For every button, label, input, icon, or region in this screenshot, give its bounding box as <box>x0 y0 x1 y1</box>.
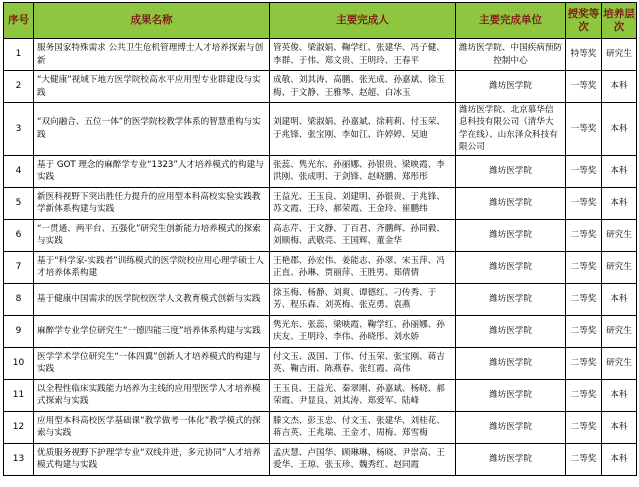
cell-award: 二等奖 <box>566 315 602 347</box>
cell-name: 服务国家特殊需求 公共卫生危机管理博士人才培养探索与创新 <box>34 39 270 71</box>
cell-award: 一等奖 <box>566 155 602 187</box>
cell-people: 付文玉、汲国、丁伟、付玉荣、张宝刚、蒋吉英、鞠吉雨、陈燕春、张红霞、高伟 <box>270 347 456 379</box>
table-row <box>4 283 637 315</box>
cell-level: 本科 <box>602 411 637 443</box>
cell-level: 本科 <box>602 283 637 315</box>
cell-name: 应用型本科高校医学基础课“教学做考一体化”教学模式的探索与实践 <box>34 411 270 443</box>
cell-no: 12 <box>4 411 34 443</box>
cell-people: 张蕊、隽光东、孙丽娜、孙银贵、梁映霞、李洪刚、张成明、于剑锋、赵晓鹏、郑彤彤 <box>270 155 456 187</box>
cell-level: 研究生 <box>602 39 637 71</box>
cell-unit: 潍坊医学院 <box>456 71 566 103</box>
cell-unit: 潍坊医学院 <box>456 443 566 475</box>
cell-no: 11 <box>4 379 34 411</box>
cell-award: 一等奖 <box>566 103 602 156</box>
cell-level: 本科 <box>602 155 637 187</box>
cell-name: 基于 GOT 理念的麻醉学专业“1323”人才培养模式的构建与实践 <box>34 155 270 187</box>
cell-no: 6 <box>4 219 34 251</box>
cell-name: 基于健康中国需求的医学院校医学人文教育模式创新与实践 <box>34 283 270 315</box>
cell-people: 王艳郡、孙宏伟、姜能志、孙翠、宋玉萍、冯正直、孙琳、贾丽萍、王胜男、郑倩倩 <box>270 251 456 283</box>
cell-name: 医学学术学位研究生“一体四翼”创新人才培养模式的构建与实践 <box>34 347 270 379</box>
cell-name: 基于“科学家-实践者”训练模式的医学院校应用心理学硕士人才培养体系构建 <box>34 251 270 283</box>
cell-no: 1 <box>4 39 34 71</box>
cell-people: 王益光、王玉良、刘建明、孙银贵、于兆锋、苏文霞、王玲、郝荣霞、王金玲、崔鹏纬 <box>270 187 456 219</box>
cell-no: 13 <box>4 443 34 475</box>
cell-award: 特等奖 <box>566 39 602 71</box>
cell-unit: 潍坊医学院 <box>456 347 566 379</box>
cell-unit: 潍坊医学院 <box>456 187 566 219</box>
cell-no: 2 <box>4 71 34 103</box>
cell-award: 二等奖 <box>566 347 602 379</box>
awards-table-container <box>3 2 637 476</box>
table-row <box>4 155 637 187</box>
cell-name: 以全程性临床实践能力培养为主线的应用型医学人才培养模式探索与实践 <box>34 379 270 411</box>
cell-name: 新医科视野下突出胜任力提升的应用型本科高校实验实践教学新体系构建与实践 <box>34 187 270 219</box>
header-level: 培养层次 <box>602 3 637 39</box>
header-name: 成果名称 <box>34 3 270 39</box>
table-row <box>4 443 637 475</box>
cell-level: 本科 <box>602 71 637 103</box>
cell-people: 高志芹、于文静、丁百君、齐鹏辉、孙同毅、刘顺梅、武敬亮、王国辉、董金华 <box>270 219 456 251</box>
cell-no: 8 <box>4 283 34 315</box>
cell-award: 二等奖 <box>566 219 602 251</box>
cell-level: 本科 <box>602 187 637 219</box>
cell-level: 研究生 <box>602 347 637 379</box>
cell-name: “一贯通、两平台、五强化”研究生创新能力培养模式的探索与实践 <box>34 219 270 251</box>
cell-unit: 潍坊医学院 <box>456 283 566 315</box>
awards-table <box>3 2 637 476</box>
cell-award: 二等奖 <box>566 379 602 411</box>
cell-unit: 潍坊医学院 <box>456 315 566 347</box>
table-row <box>4 39 637 71</box>
cell-unit: 潍坊医学院 <box>456 379 566 411</box>
cell-unit: 潍坊医学院、中国疾病预防控制中心 <box>456 39 566 71</box>
cell-no: 7 <box>4 251 34 283</box>
table-row <box>4 347 637 379</box>
table-row <box>4 103 637 156</box>
table-row <box>4 251 637 283</box>
cell-people: 滕文杰、彭玉忠、付文玉、张建华、刘桂花、蒋吉英、王兆瑞、王金才、周梅、郑雪梅 <box>270 411 456 443</box>
cell-no: 5 <box>4 187 34 219</box>
header-unit: 主要完成单位 <box>456 3 566 39</box>
cell-people: 成敬、刘其涛、高鹏、张光成、孙嘉斌、徐玉梅、于文静、王雅琴、赵超、白冰玉 <box>270 71 456 103</box>
cell-people: 管英俊、梁淑娟、鞠学红、张建华、冯子健、李群、于伟、郑文贵、王明玲、王春平 <box>270 39 456 71</box>
cell-award: 二等奖 <box>566 251 602 283</box>
table-row <box>4 187 637 219</box>
cell-people: 王玉良、王益光、秦翠刚、孙嘉斌、杨晓、郝荣霞、尹显良、刘其涛、郑爱军、陆峰 <box>270 379 456 411</box>
cell-name: “大健康”视域下地方医学院校高水平应用型专业群建设与实践 <box>34 71 270 103</box>
table-row <box>4 315 637 347</box>
cell-award: 二等奖 <box>566 283 602 315</box>
cell-unit: 潍坊医学院 <box>456 251 566 283</box>
cell-level: 研究生 <box>602 251 637 283</box>
cell-award: 二等奖 <box>566 411 602 443</box>
cell-no: 10 <box>4 347 34 379</box>
cell-name: 麻醉学专业学位研究生“一德四能三度”培养体系构建与实践 <box>34 315 270 347</box>
cell-unit: 潍坊医学院 <box>456 411 566 443</box>
table-row <box>4 219 637 251</box>
table-row <box>4 71 637 103</box>
cell-unit: 潍坊医学院 <box>456 219 566 251</box>
cell-level: 本科 <box>602 103 637 156</box>
header-no: 序号 <box>4 3 34 39</box>
table-header-row <box>4 3 637 39</box>
cell-no: 4 <box>4 155 34 187</box>
cell-level: 研究生 <box>602 219 637 251</box>
table-row <box>4 379 637 411</box>
cell-name: “双向融合、五位一体”的医学院校教学体系的智慧重构与实践 <box>34 103 270 156</box>
cell-people: 隽光东、张蕊、梁映霞、鞠学红、孙丽娜、孙庆友、王明玲、李伟、孙晓彤、刘水娇 <box>270 315 456 347</box>
cell-people: 徐玉梅、杨静、刘爽、谭德红、刁传秀、于芳、程乐森、刘英梅、张克勇、袁燕 <box>270 283 456 315</box>
cell-name: 优质服务视野下护理学专业“双线并进，多元协同”人才培养模式构建与实践 <box>34 443 270 475</box>
cell-unit: 潍坊医学院 <box>456 155 566 187</box>
cell-award: 一等奖 <box>566 187 602 219</box>
cell-level: 本科 <box>602 443 637 475</box>
cell-no: 9 <box>4 315 34 347</box>
header-award: 授奖等次 <box>566 3 602 39</box>
cell-people: 孟庆慧、卢国华、顾琳琳、杨晓、尹崇高、王爱华、王琼、张玉珍、魏秀红、赵同霞 <box>270 443 456 475</box>
cell-level: 本科 <box>602 379 637 411</box>
cell-award: 二等奖 <box>566 443 602 475</box>
cell-award: 一等奖 <box>566 71 602 103</box>
cell-people: 刘建明、梁淑娟、孙嘉斌、徐莉莉、付玉荣、于兆锋、张宝刚、李如江、许婷婷、吴迪 <box>270 103 456 156</box>
header-people: 主要完成人 <box>270 3 456 39</box>
cell-unit: 潍坊医学院、北京慕华信息科技有限公司（清华大学在线）、山东泽众科技有限公司 <box>456 103 566 156</box>
table-row <box>4 411 637 443</box>
cell-no: 3 <box>4 103 34 156</box>
cell-level: 研究生 <box>602 315 637 347</box>
